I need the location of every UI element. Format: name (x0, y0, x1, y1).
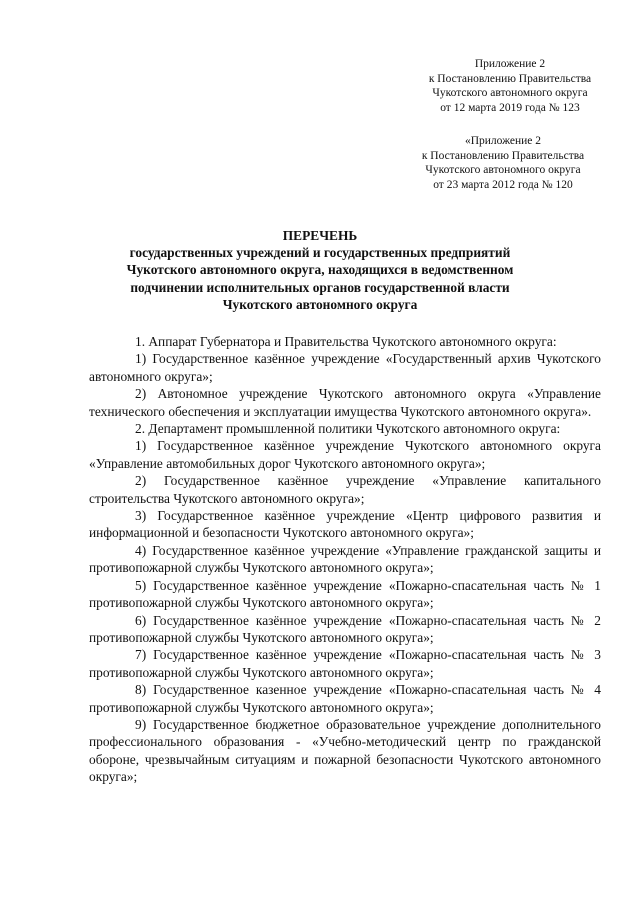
list-item: 1) Государственное казённое учреждение Чукотского автономного округа «Управление автомобильных дорог Чукотского автономного округа»; (89, 438, 601, 471)
title-line: государственных учреждений и государственных предприятий (129, 245, 511, 261)
title-line: Чукотского автономного округа, находящихся в ведомственном (126, 262, 514, 278)
title-line: подчинении исполнительных органов государственной власти (130, 279, 510, 295)
list-item: 2. Департамент промышленной политики Чукотского автономного округа: (135, 421, 561, 437)
list-item: 6) Государственное казённое учреждение «Пожарно-спасательная часть № 2 противопожарной службы Чукотского автономного округа»; (89, 612, 601, 645)
list-item: 1) Государственное казённое учреждение «Государственный архив Чукотского автономного округа»; (89, 351, 601, 384)
list-item: 3) Государственное казённое учреждение «Центр цифрового развития и информационной и безопасности Чукотского автономного округа»; (89, 508, 601, 541)
annex-line: Приложение 2 (474, 58, 546, 70)
list-item: 8) Государственное казенное учреждение «Пожарно-спасательная часть № 4 противопожарной службы Чукотского автономного округа»; (89, 682, 601, 715)
annex-line: Чукотского автономного округа (425, 164, 581, 176)
title-line: Чукотского автономного округа (222, 296, 418, 312)
annex-line: «Приложение 2 (464, 135, 542, 147)
annex-line: от 23 марта 2012 года № 120 (433, 178, 573, 191)
annex-line: Чукотского автономного округа (432, 87, 588, 99)
annex-line: к Постановлению Правительства (428, 72, 592, 85)
list-item: 2) Государственное казённое учреждение «Управление капитального строительства Чукотского автономного округа»; (89, 473, 601, 506)
list-item: 5) Государственное казённое учреждение «Пожарно-спасательная часть № 1 противопожарной службы Чукотского автономного округа»; (89, 577, 601, 611)
annex-header-previous (383, 134, 623, 192)
title-line: ПЕРЕЧЕНЬ (282, 228, 358, 243)
list-item: 1. Аппарат Губернатора и Правительства Чукотского автономного округа: (135, 334, 557, 349)
annex-line: от 12 марта 2019 года № 123 (440, 101, 580, 114)
list-item: 9) Государственное бюджетное образовательное учреждение дополнительного профессионального образования - «Учебно-методический центр по гражданской обороне, чрезвычайным ситуациям и пожарной безопасности Чукотского автономного округа»; (89, 716, 601, 785)
list-item: 7) Государственное казённое учреждение «Пожарно-спасательная часть № 3 противопожарной службы Чукотского автономного округа»; (89, 647, 601, 680)
document-title (90, 227, 550, 313)
list-item: 4) Государственное казённое учреждение «Управление гражданской защиты и противопожарной службы Чукотского автономного округа»; (89, 542, 601, 576)
annex-header-current (390, 57, 630, 115)
list-item: 2) Автономное учреждение Чукотского автономного округа «Управление технического обеспечения и эксплуатации имущества Чукотского автономного округа». (89, 386, 601, 419)
annex-line: к Постановлению Правительства (421, 149, 585, 162)
institution-list (89, 333, 601, 786)
